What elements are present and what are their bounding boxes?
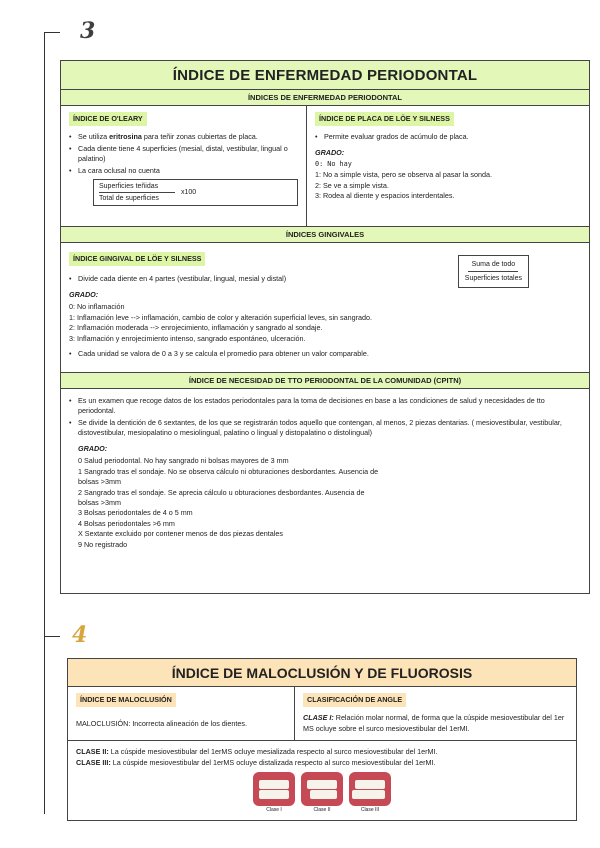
cpitn-grado-label: GRADO:: [78, 443, 108, 453]
gingival-grade: 2: Inflamación moderada --> enrojecimiento, inflamación y sangrado al sondaje.: [69, 323, 323, 333]
gingival-grade: 1: Inflamación leve --> inflamación, cambio de color y alteración superficial leves, sin sangrado.: [69, 312, 373, 322]
plaque-heading: ÍNDICE DE PLACA DE LÖE Y SILNESS: [315, 112, 454, 126]
angle-image-3: Clase III: [349, 772, 391, 814]
plaque-grade: 1: No a simple vista, pero se observa al pasar la sonda.: [315, 170, 492, 180]
oleary-heading: ÍNDICE DE O'LEARY: [69, 112, 147, 126]
angle-section: [294, 687, 576, 740]
periodontal-subtitle: ÍNDICES DE ENFERMEDAD PERIODONTAL: [61, 90, 589, 106]
oleary-bullet: • La cara oclusal no cuenta: [69, 166, 298, 176]
gingival-grade: 3: Inflamación y enrojecimiento intenso, sangrado espontáneo, ulceración.: [69, 333, 306, 343]
maloclusion-heading: ÍNDICE DE MALOCLUSIÓN: [76, 693, 176, 707]
cpitn-section: [61, 389, 589, 593]
cpitn-grade: 4 Bolsas periodontales >6 mm: [78, 518, 175, 528]
gingival-bullet: • Cada unidad se valora de 0 a 3 y se calcula el promedio para obtener un valor comparable.: [69, 349, 581, 359]
oleary-formula: Superficies teñidas Total de superficies x100: [93, 179, 298, 206]
oleary-section: [61, 106, 306, 226]
maloclusion-definition: MALOCLUSIÓN: Incorrecta alineación de los dientes.: [76, 719, 247, 729]
cpitn-bullet: • Se divide la dentición de 6 sextantes, de los que se registrarán todos aquello que contengan, al menos, 2 piezas dentarias. ( mesiovestibular, vestibular, distovestibular, mesiopalatino o mesiolingual, palatino o lingual y distopalatino o distolingual): [69, 418, 581, 439]
angle-class-1: CLASE I: Relación molar normal, de forma que la cúspide mesiovestibular del 1er MS ocluye sobre el surco mesiovestibular del 1erMI.: [303, 713, 565, 733]
timeline-tick-3: [44, 32, 60, 33]
periodontal-title: ÍNDICE DE ENFERMEDAD PERIODONTAL: [61, 61, 589, 90]
periodontal-card: [60, 60, 590, 594]
cpitn-grade: 1 Sangrado tras el sondaje. No se observa cálculo ni obturaciones desbordantes. Ausencia de: [78, 466, 379, 476]
angle-class-2: CLASE II: La cúspide mesiovestibular del 1erMS ocluye mesializada respecto al surco mesiovestibular del 1erMI.: [76, 747, 438, 757]
cpitn-grade: X Sextante excluido por contener menos de dos piezas dentales: [78, 529, 283, 539]
timeline-line: [44, 32, 45, 814]
gingival-grado-label: GRADO:: [69, 289, 99, 299]
cpitn-grade: bolsas >3mm: [78, 477, 121, 487]
oleary-bullet: • Cada diente tiene 4 superficies (mesial, distal, vestibular, lingual o palatino): [69, 144, 298, 165]
angle-image-2: Clase II: [301, 772, 343, 814]
cpitn-grade: 2 Sangrado tras el sondaje. Se aprecia cálculo u obturaciones desbordantes. Ausencia de: [78, 487, 365, 497]
gingival-row: [61, 243, 589, 373]
angle-image-1: Clase I: [253, 772, 295, 814]
section-number-4: 4: [72, 622, 88, 648]
teeth-photo-icon: [253, 772, 295, 806]
gingival-heading: ÍNDICE GINGIVAL DE LÖE Y SILNESS: [69, 252, 205, 266]
angle-images: [76, 772, 568, 814]
maloclusion-title: ÍNDICE DE MALOCLUSIÓN Y DE FLUOROSIS: [68, 659, 576, 687]
plaque-grade: 3: Rodea al diente y espacios interdentales.: [315, 191, 455, 201]
gingival-grade: 0: No inflamación: [69, 302, 125, 312]
plaque-bullet: • Permite evaluar grados de acúmulo de placa.: [315, 132, 581, 142]
gingival-formula: Suma de todo Superficies totales: [458, 255, 529, 288]
cpitn-grade: bolsas >3mm: [78, 497, 121, 507]
plaque-grado-label: GRADO:: [315, 147, 345, 157]
angle-classes-2-3: [68, 741, 576, 820]
section-number-3: 3: [80, 18, 96, 44]
plaque-indices-row: [61, 106, 589, 227]
plaque-section: [306, 106, 589, 226]
maloclusion-left: [68, 687, 294, 740]
timeline-tick-4: [44, 636, 60, 637]
cpitn-grade: 9 No registrado: [78, 539, 128, 549]
cpitn-band: ÍNDICE DE NECESIDAD DE TTO PERIODONTAL DE LA COMUNIDAD (CPITN): [61, 373, 589, 389]
cpitn-grade: 0 Salud periodontal. No hay sangrado ni bolsas mayores de 3 mm: [78, 456, 289, 466]
cpitn-grade: 3 Bolsas periodontales de 4 o 5 mm: [78, 508, 193, 518]
angle-heading: CLASIFICACIÓN DE ANGLE: [303, 693, 406, 707]
plaque-grade: 2: Se ve a simple vista.: [315, 180, 389, 190]
angle-class-3: CLASE III: La cúspide mesiovestibular del 1erMS ocluye distalizada respecto al surco mesiovestibular del 1erMI.: [76, 757, 436, 767]
oleary-bullet: • Se utiliza eritrosina para teñir zonas cubiertas de placa.: [69, 132, 298, 142]
teeth-photo-icon: [301, 772, 343, 806]
gingival-bullet: • Divide cada diente en 4 partes (vestibular, lingual, mesial y distal): [69, 274, 581, 284]
teeth-photo-icon: [349, 772, 391, 806]
gingival-band: ÍNDICES GINGIVALES: [61, 227, 589, 243]
cpitn-bullet: • Es un examen que recoge datos de los estados periodontales para la toma de decisiones en base a las condiciones de salud y necesidades de tto periodontal.: [69, 396, 581, 417]
maloclusion-card: [67, 658, 577, 821]
plaque-grade: 0: No hay: [315, 160, 352, 169]
